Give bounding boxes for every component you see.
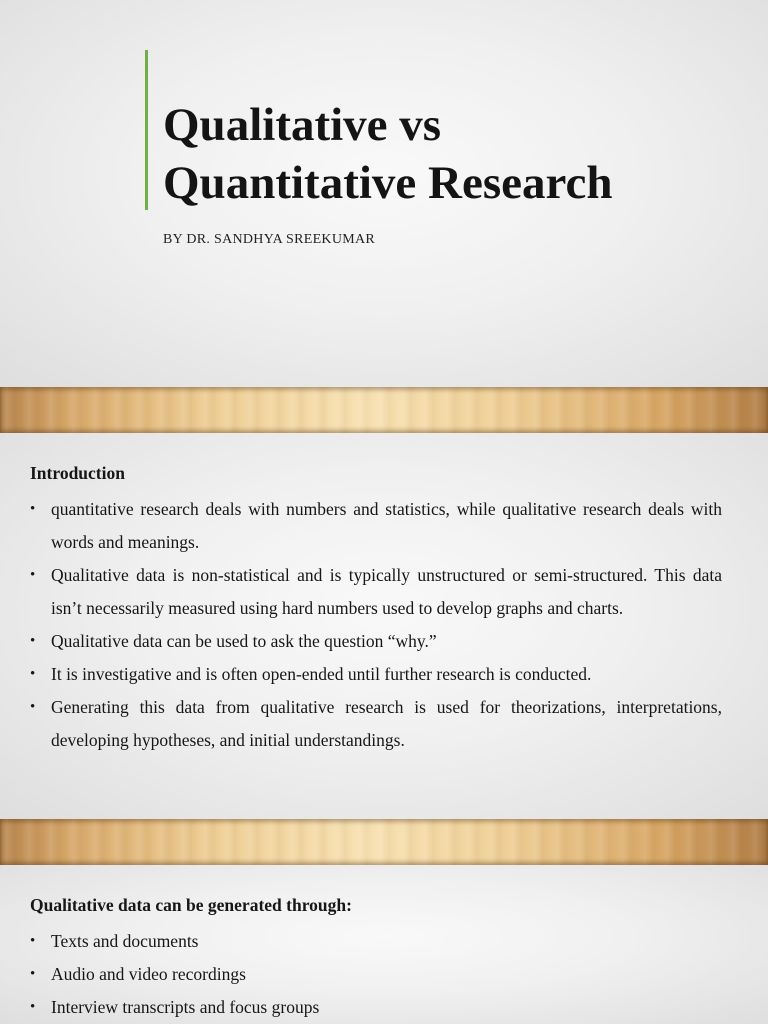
introduction-content <box>30 461 722 757</box>
data-sources-content <box>30 893 722 1024</box>
bullet-icon: • <box>30 666 36 682</box>
list-item-text: Qualitative data can be used to ask the question “why.” <box>51 631 437 651</box>
list-item <box>30 559 722 625</box>
bullet-icon: • <box>30 567 36 583</box>
introduction-slide <box>0 433 768 819</box>
list-item-text: Audio and video recordings <box>51 964 246 984</box>
title-accent-bar <box>145 50 148 210</box>
list-item <box>30 658 722 691</box>
data-sources-heading: Qualitative data can be generated through: <box>30 895 352 915</box>
introduction-bullet-list <box>30 493 722 757</box>
introduction-heading: Introduction <box>30 463 125 483</box>
slide-subtitle: BY DR. SANDHYA SREEKUMAR <box>163 232 376 247</box>
wood-divider <box>0 819 768 865</box>
list-item-text: It is investigative and is often open-ended until further research is conducted. <box>51 664 592 684</box>
list-item <box>30 625 722 658</box>
list-item-text: Qualitative data is non-statistical and is typically unstructured or semi-structured. This data isn’t necessarily measured using hard numbers used to develop graphs and charts. <box>51 565 722 618</box>
list-item-text: Interview transcripts and focus groups <box>51 997 320 1017</box>
list-item <box>30 691 722 757</box>
list-item <box>30 925 722 958</box>
data-sources-slide <box>0 865 768 1024</box>
list-item <box>30 493 722 559</box>
bullet-icon: • <box>30 999 36 1015</box>
list-item-text: Texts and documents <box>51 931 199 951</box>
title-line-2: Quantitative Research <box>163 157 613 209</box>
bullet-icon: • <box>30 933 36 949</box>
list-item-text: Generating this data from qualitative research is used for theorizations, interpretations, developing hypotheses, and initial understandings. <box>51 697 722 750</box>
title-slide <box>0 0 768 387</box>
list-item-text: quantitative research deals with numbers and statistics, while qualitative research deals with words and meanings. <box>51 499 722 552</box>
wood-divider <box>0 387 768 433</box>
bullet-icon: • <box>30 699 36 715</box>
data-sources-bullet-list <box>30 925 722 1024</box>
list-item <box>30 991 722 1024</box>
slide-title <box>163 96 743 212</box>
title-line-1: Qualitative vs <box>163 99 442 151</box>
bullet-icon: • <box>30 633 36 649</box>
bullet-icon: • <box>30 966 36 982</box>
bullet-icon: • <box>30 501 36 517</box>
list-item <box>30 958 722 991</box>
